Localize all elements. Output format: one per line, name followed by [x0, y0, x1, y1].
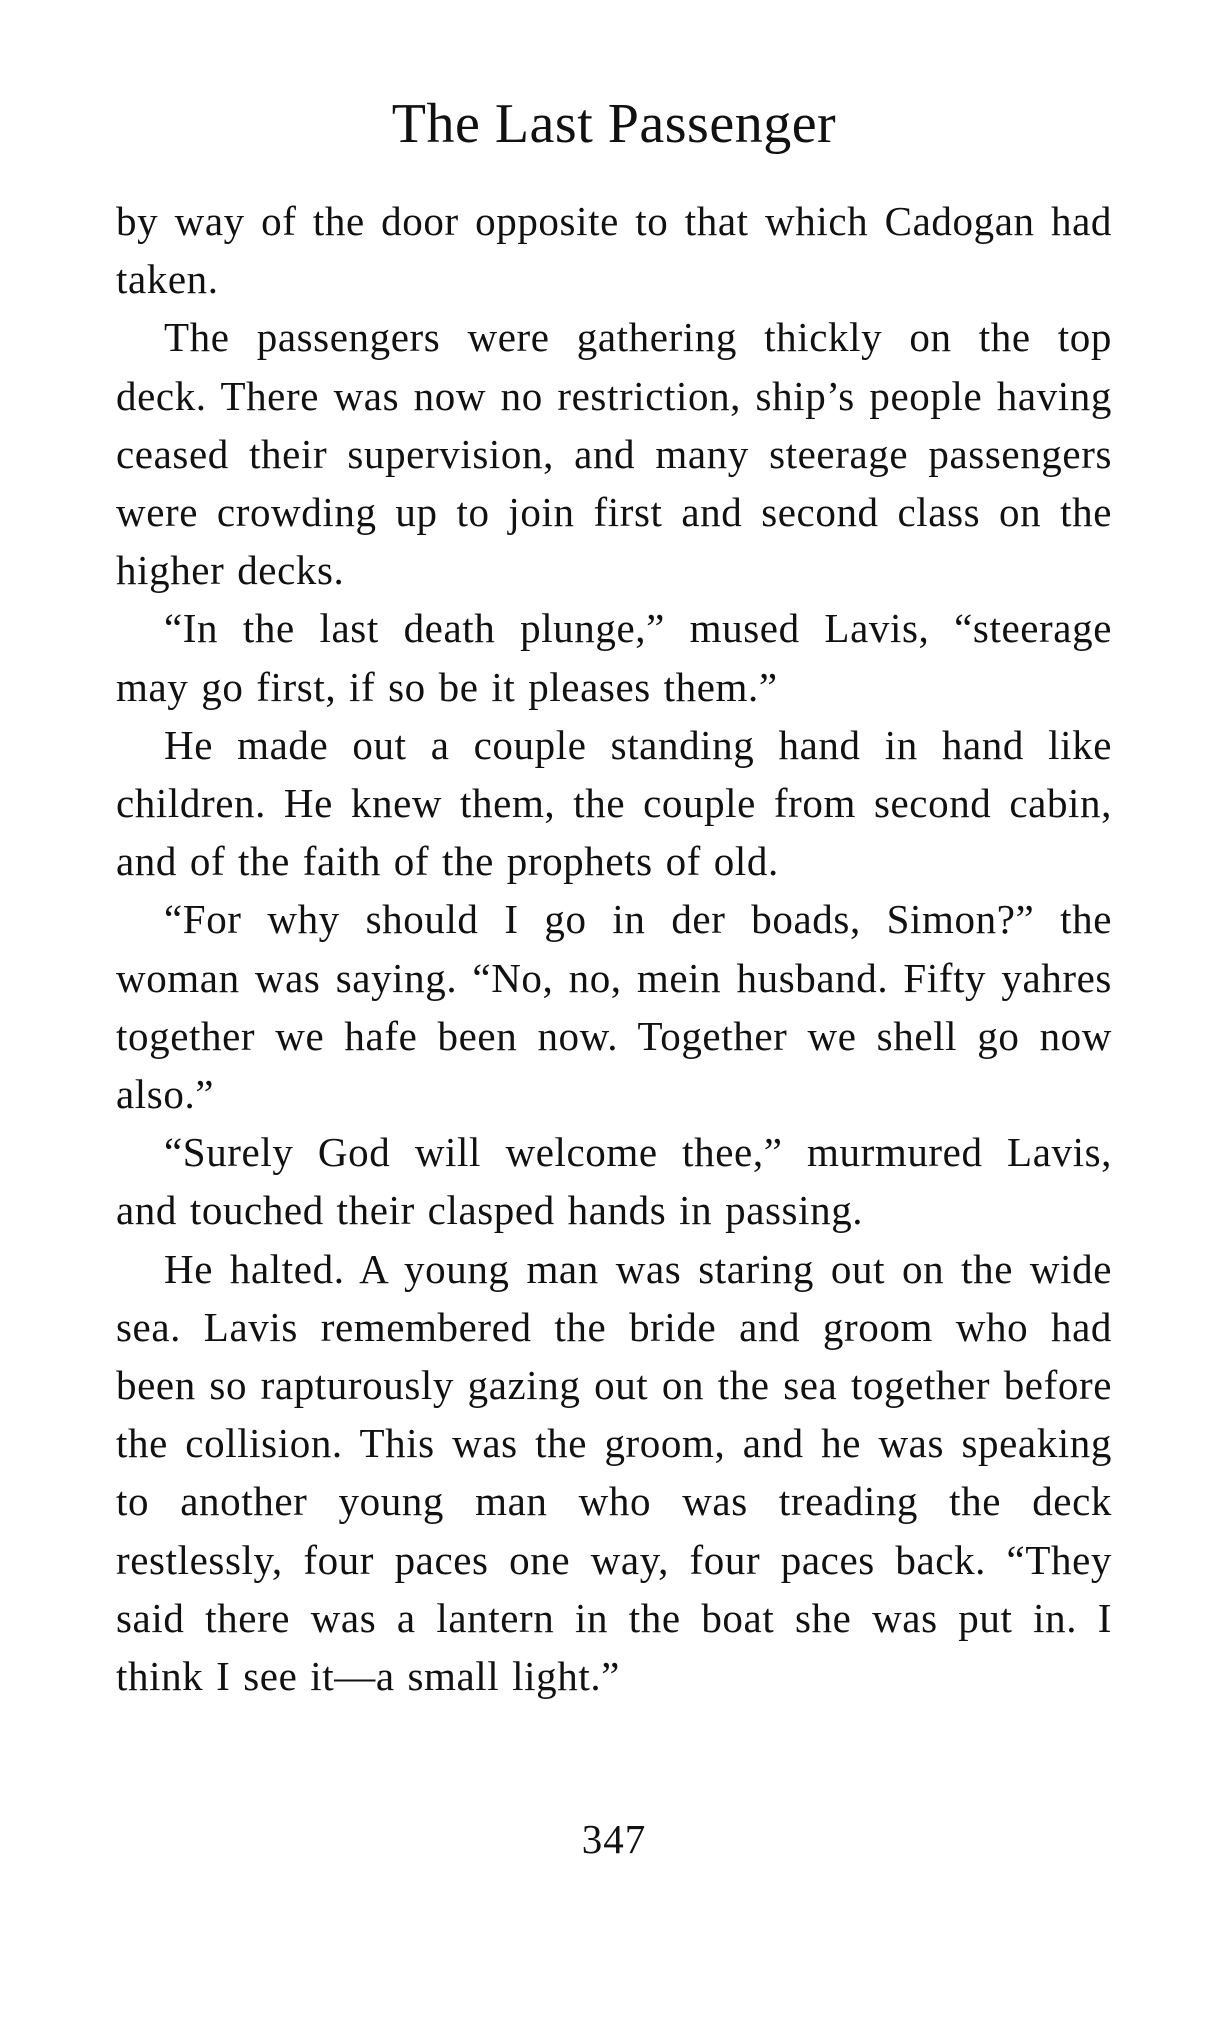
running-head: The Last Passenger [391, 93, 837, 155]
paragraph-welcome: “Surely God will welcome thee,” murmured Lavis, and touched their clasped hands in passing. [116, 1129, 1112, 1234]
page-number: 347 [581, 1816, 647, 1862]
paragraph-continued: by way of the door opposite to that which Cadogan had taken. [116, 198, 1112, 303]
paragraph-passengers-gathering: The passengers were gathering thickly on the top deck. There was now no restriction, ship’s people having ceased their supervision, and many steerage passengers were crowding up to join first and second class on the higher decks. [116, 314, 1112, 594]
paragraph-woman-speaking: “For why should I go in der boads, Simon?” the woman was saying. “No, no, mein husband. Fifty yahres together we hafe been now. Together we shell go now also.” [116, 896, 1112, 1118]
paragraph-young-man: He halted. A young man was staring out on the wide sea. Lavis remembered the bride and groom who had been so rapturously gazing out on the sea together before the collision. This was the groom, and he was speaking to another young man who was treading the deck restlessly, four paces one way, four paces back. “They said there was a lantern in the boat she was put in. I think I see it—a small light.” [116, 1245, 1112, 1700]
paragraph-couple: He made out a couple standing hand in hand like children. He knew them, the couple from second cabin, and of the faith of the prophets of old. [116, 721, 1112, 885]
paragraph-death-plunge: “In the last death plunge,” mused Lavis, “steerage may go first, if so be it pleases them.” [116, 605, 1112, 710]
body-text [116, 192, 1112, 1705]
